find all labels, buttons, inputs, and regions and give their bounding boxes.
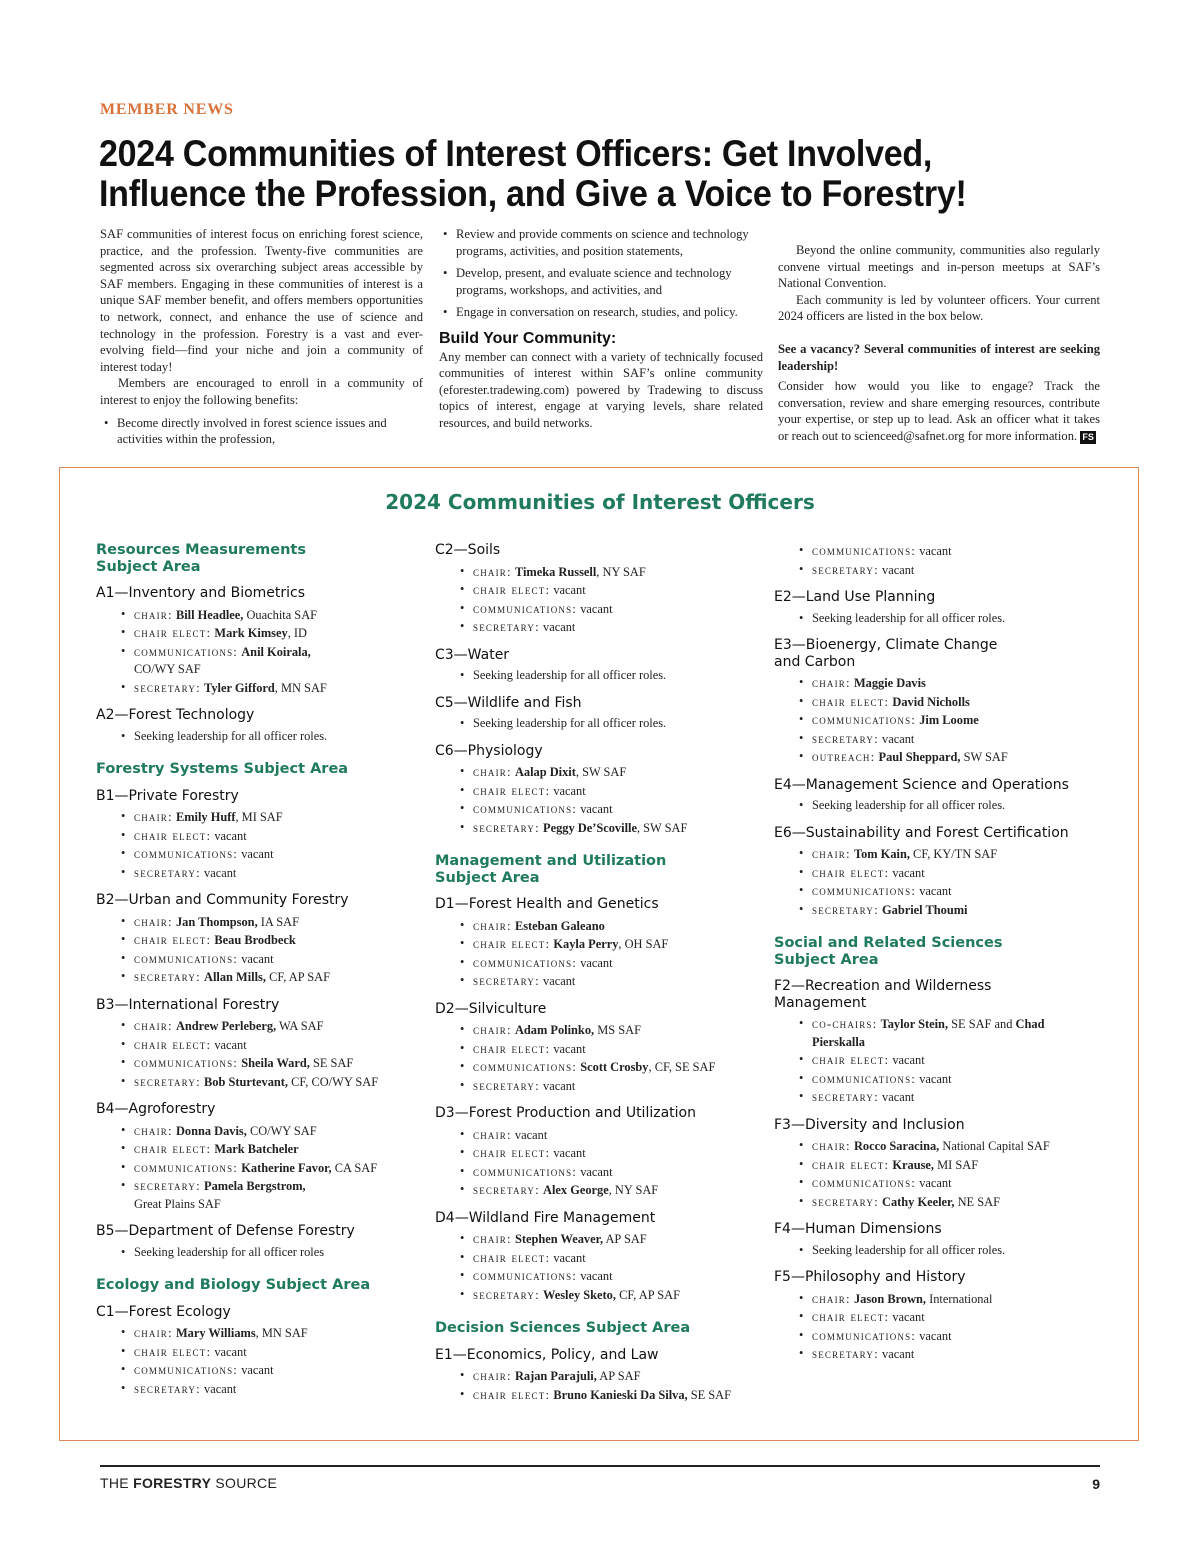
list-item: • chair: Adam Polinko, MS SAF (435, 1021, 755, 1040)
list-item: • outreach: Paul Sheppard, SW SAF (774, 748, 1104, 767)
list-item: • communications: vacant (96, 1361, 416, 1380)
list-item: • communications: vacant (774, 882, 1104, 901)
list-item: • secretary: vacant (96, 864, 416, 883)
list-item: • chair elect: David Nicholls (774, 693, 1104, 712)
page-title: 2024 Communities of Interest Officers: Get Involved, Influence the Profession, and Give a Voice to Forestry! (99, 133, 967, 214)
list-item: • chair elect: Mark Kimsey, ID (96, 624, 416, 643)
list-item: • chair elect: vacant (435, 581, 755, 600)
list-item: • chair: Esteban Galeano (435, 917, 755, 936)
officers-box-title: 2024 Communities of Interest Officers (385, 490, 815, 514)
community-c1: C1—Forest Ecology (96, 1303, 231, 1320)
engage-paragraph: Consider how would you like to engage? Track the conversation, review and share emerging resources, contribute your expertise, or step up to lead. Ask an officer what it takes or reach out to scienceed@safnet.org for more information. FS (778, 379, 1100, 443)
officer-list (435, 763, 755, 837)
list-item: • chair elect: vacant (774, 1308, 1104, 1327)
list-item: • secretary: Alex George, NY SAF (435, 1181, 755, 1200)
list-item: • communications: vacant (96, 950, 416, 969)
officer-list (96, 1244, 416, 1262)
community-a1: A1—Inventory and Biometrics (96, 585, 306, 601)
article-column-2 (439, 226, 763, 432)
list-item: • chair elect: vacant (774, 1051, 1104, 1070)
officer-list (96, 1122, 416, 1214)
officer-list (774, 797, 1104, 815)
list-item: • chair: Rocco Saracina, National Capital SAF (774, 1137, 1104, 1156)
list-item: • co-chairs: Taylor Stein, SE SAF and Chad Pierskalla (774, 1015, 1062, 1051)
list-item: • chair elect: vacant (96, 1036, 416, 1055)
list-item: • communications: Sheila Ward, SE SAF (96, 1054, 416, 1073)
area-ecology: Ecology and Biology Subject Area (96, 1277, 371, 1293)
convention-paragraph: Beyond the online community, communities also regularly convene virtual meetings and in-person meetups at SAF’s National Convention. (778, 243, 1100, 291)
list-item: • secretary: Wesley Sketo, CF, AP SAF (435, 1286, 755, 1305)
list-item: • chair: vacant (435, 1126, 755, 1145)
list-item: • communications: Anil Koirala, CO/WY SAF (96, 643, 334, 679)
list-item: • Seeking leadership for all officer roles. (435, 667, 755, 685)
end-mark-icon: FS (1082, 431, 1094, 442)
list-item: • secretary: Peggy De’Scoville, SW SAF (435, 819, 755, 838)
list-item: • chair elect: vacant (96, 1343, 416, 1362)
list-item: • chair elect: vacant (435, 1144, 755, 1163)
list-item: • chair: Stephen Weaver, AP SAF (435, 1230, 755, 1249)
article-column-3 (778, 226, 1100, 445)
area-resources: Resources Measurements Subject Area (96, 542, 306, 575)
list-item: • Develop, present, and evaluate science and technology programs, workshops, and activities, and (439, 265, 763, 298)
list-item: • communications: Jim Loome (774, 711, 1104, 730)
officer-list (435, 1367, 755, 1404)
officer-list (774, 1242, 1104, 1260)
footer-divider (100, 1465, 1100, 1467)
community-e3: E3—Bioenergy, Climate Change and Carbon (774, 637, 998, 670)
list-item: • chair elect: vacant (774, 864, 1104, 883)
community-c2: C2—Soils (435, 542, 501, 558)
list-item: • secretary: Gabriel Thoumi (774, 901, 1104, 920)
community-d3: D3—Forest Production and Utilization (435, 1105, 696, 1121)
list-item: • chair: Timeka Russell, NY SAF (435, 563, 755, 582)
officer-list (774, 674, 1104, 767)
community-e1: E1—Economics, Policy, and Law (435, 1346, 659, 1363)
community-f2: F2—Recreation and Wilderness Management (774, 978, 992, 1011)
list-item: • chair: Donna Davis, CO/WY SAF (96, 1122, 416, 1141)
list-item: • chair: Maggie Davis (774, 674, 1104, 693)
area-social: Social and Related Sciences Subject Area (774, 935, 1003, 968)
list-item: • communications: vacant (774, 1070, 1104, 1089)
list-item: • chair elect: vacant (435, 1040, 755, 1059)
list-item: • communications: vacant (435, 600, 755, 619)
officers-column-1 (96, 542, 416, 1408)
list-item: • secretary: vacant (774, 730, 1104, 749)
list-item: • communications: vacant (774, 1174, 1104, 1193)
community-d1: D1—Forest Health and Genetics (435, 896, 659, 912)
list-item: • chair elect: Kayla Perry, OH SAF (435, 935, 755, 954)
page-number: 9 (1092, 1476, 1100, 1492)
community-b3: B3—International Forestry (96, 996, 280, 1013)
community-d4: D4—Wildland Fire Management (435, 1209, 656, 1226)
list-item: • Seeking leadership for all officer roles (96, 1244, 416, 1262)
publication-name: THE FORESTRY SOURCE (100, 1475, 278, 1491)
officer-list (774, 1290, 1104, 1364)
officer-list (774, 1137, 1104, 1211)
officer-list (774, 542, 1104, 579)
list-item: • Seeking leadership for all officer roles. (774, 1242, 1104, 1260)
list-item: • chair elect: Beau Brodbeck (96, 931, 416, 950)
community-b4: B4—Agroforestry (96, 1101, 216, 1117)
list-item: • secretary: vacant (774, 561, 1104, 580)
officer-list (96, 1017, 416, 1091)
community-f5: F5—Philosophy and History (774, 1269, 966, 1285)
list-item: • chair elect: vacant (96, 827, 416, 846)
officer-list (774, 1015, 1104, 1107)
list-item: • communications: Katherine Favor, CA SAF (96, 1159, 379, 1178)
list-item: • chair: Aalap Dixit, SW SAF (435, 763, 755, 782)
officer-list (435, 715, 755, 733)
list-item: • communications: vacant (435, 954, 755, 973)
benefits-list-cont (439, 226, 763, 321)
list-item: • chair: Mary Williams, MN SAF (96, 1324, 416, 1343)
article-column-1 (100, 226, 423, 454)
list-item: • chair elect: vacant (435, 1249, 755, 1268)
community-e2: E2—Land Use Planning (774, 589, 936, 605)
kicker: MEMBER NEWS (100, 101, 234, 118)
list-item: • Seeking leadership for all officer roles. (774, 797, 1104, 815)
list-item: • chair elect: vacant (435, 782, 755, 801)
officer-list (96, 606, 416, 698)
list-item: • secretary: vacant (96, 1380, 416, 1399)
list-item: • secretary: vacant (435, 972, 755, 991)
build-paragraph: Any member can connect with a variety of technically focused communities of interest within SAF’s online community (eforester.tradewing.com) powered by Tradewing to discuss topics of interest, engage at varying levels, share related resources, and build networks. (439, 349, 763, 430)
list-item: • communications: vacant (435, 1163, 755, 1182)
officers-column-2 (435, 542, 755, 1414)
members-paragraph: Members are encouraged to enroll in a community of interest to enjoy the following benefits: (100, 376, 423, 407)
list-item: • communications: vacant (774, 1327, 1104, 1346)
list-item: • chair: Andrew Perleberg, WA SAF (96, 1017, 416, 1036)
community-e4: E4—Management Science and Operations (774, 776, 1069, 793)
officer-list (435, 667, 755, 685)
list-item: • secretary: Tyler Gifford, MN SAF (96, 679, 416, 698)
community-c6: C6—Physiology (435, 742, 543, 759)
area-decision: Decision Sciences Subject Area (435, 1320, 691, 1336)
list-item: • Review and provide comments on science and technology programs, activities, and position statements, (439, 226, 763, 259)
community-b2: B2—Urban and Community Forestry (96, 892, 349, 908)
list-item: • chair: Tom Kain, CF, KY/TN SAF (774, 845, 1104, 864)
list-item: • chair: Emily Huff, MI SAF (96, 808, 416, 827)
list-item: • Engage in conversation on research, studies, and policy. (439, 304, 763, 321)
community-b1: B1—Private Forestry (96, 787, 239, 804)
list-item: • chair elect: Bruno Kanieski Da Silva, SE SAF (435, 1386, 738, 1405)
vacancy-heading: See a vacancy? Several communities of interest are seeking leadership! (778, 341, 1100, 373)
officers-column-3 (774, 542, 1104, 1374)
officer-list (96, 1324, 416, 1398)
list-item: • secretary: Allan Mills, CF, AP SAF (96, 968, 416, 987)
list-item: • Seeking leadership for all officer roles. (435, 715, 755, 733)
community-f4: F4—Human Dimensions (774, 1221, 942, 1237)
community-c3: C3—Water (435, 646, 510, 663)
list-item: • communications: vacant (435, 800, 755, 819)
officer-list (96, 728, 416, 746)
list-item: • secretary: Bob Sturtevant, CF, CO/WY SAF (96, 1073, 416, 1092)
list-item: • secretary: Pamela Bergstrom, Great Plains SAF (96, 1177, 416, 1213)
community-c5: C5—Wildlife and Fish (435, 694, 582, 711)
list-item: • secretary: vacant (435, 1077, 755, 1096)
community-f3: F3—Diversity and Inclusion (774, 1116, 965, 1133)
list-item: • chair: Bill Headlee, Ouachita SAF (96, 606, 416, 625)
list-item: • Seeking leadership for all officer roles. (96, 728, 416, 746)
community-d2: D2—Silviculture (435, 1000, 547, 1017)
list-item: • secretary: vacant (774, 1088, 1104, 1107)
list-item: • chair: Rajan Parajuli, AP SAF (435, 1367, 755, 1386)
list-item: • chair: Jason Brown, International (774, 1290, 1104, 1309)
build-heading: Build Your Community: (439, 329, 617, 347)
community-e6: E6—Sustainability and Forest Certification (774, 824, 1069, 841)
officer-list (435, 917, 755, 991)
area-forestry: Forestry Systems Subject Area (96, 761, 349, 777)
officers-paragraph: Each community is led by volunteer officers. Your current 2024 officers are listed in the box below. (778, 292, 1100, 324)
list-item: • communications: Scott Crosby, CF, SE SAF (435, 1058, 718, 1077)
benefits-list (100, 415, 423, 448)
list-item: • communications: vacant (435, 1267, 755, 1286)
intro-paragraph: SAF communities of interest focus on enriching forest science, practice, and the profession. Twenty-five communities are segmented across six overarching subject areas accessible by SAF members. Engaging in these communities of interest is a unique SAF member benefit, and offers members opportunities to network, connect, and enhance the use of science and technology in the profession. Forestry is a vast and ever-evolving field—find your niche and join a community of interest today! (100, 227, 423, 374)
officer-list (774, 610, 1104, 628)
list-item: • communications: vacant (96, 845, 416, 864)
area-management: Management and Utilization Subject Area (435, 853, 667, 886)
list-item: • communications: vacant (774, 542, 1104, 561)
officer-list (96, 913, 416, 987)
officer-list (435, 1230, 755, 1304)
list-item: • chair: Jan Thompson, IA SAF (96, 913, 416, 932)
list-item: • chair elect: Mark Batcheler (96, 1140, 416, 1159)
list-item: • chair elect: Krause, MI SAF (774, 1156, 1104, 1175)
list-item: • secretary: vacant (435, 618, 755, 637)
officer-list (435, 1126, 755, 1200)
list-item: • secretary: Cathy Keeler, NE SAF (774, 1193, 1104, 1212)
officer-list (435, 563, 755, 637)
list-item: • Seeking leadership for all officer roles. (774, 610, 1104, 628)
officer-list (96, 808, 416, 882)
officer-list (774, 845, 1104, 919)
community-a2: A2—Forest Technology (96, 707, 255, 723)
list-item: • secretary: vacant (774, 1345, 1104, 1364)
list-item: • Become directly involved in forest science issues and activities within the profession, (100, 415, 423, 448)
community-b5: B5—Department of Defense Forestry (96, 1223, 355, 1239)
officer-list (435, 1021, 755, 1095)
